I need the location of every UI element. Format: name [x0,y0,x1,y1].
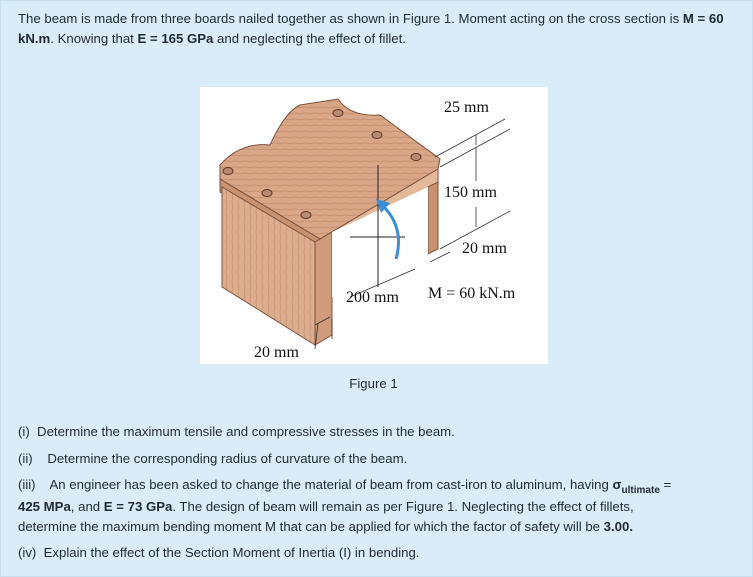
dim-bottom-thickness: 20 mm [254,344,299,361]
question-2-number: (ii) [18,451,33,466]
nail-1 [333,110,343,117]
dim-web-thickness: 20 mm [462,240,507,257]
nail-5 [262,190,272,197]
question-3-text-b: , and [70,499,104,514]
question-1 [18,422,738,442]
modulus-value: E = 165 GPa [137,31,214,46]
moment-label: M = 60 kN.m [428,285,516,302]
question-4-text: Explain the effect of the Section Moment of Inertia (I) in bending. [43,545,420,560]
question-4 [18,543,738,563]
nail-3 [411,154,421,161]
dim-flange-width: 200 mm [346,289,399,306]
intro-paragraph [18,9,738,49]
nail-2 [372,132,382,139]
question-2-text: Determine the corresponding radius of curvature of the beam. [47,451,408,466]
figure-caption: Figure 1 [349,376,398,391]
question-1-text: Determine the maximum tensile and compressive stresses in the beam. [37,424,455,439]
equals-sign: = [659,477,672,492]
dim-top-thickness: 25 mm [444,99,489,116]
question-3 [18,475,738,537]
intro-part2: . Knowing that [50,31,138,46]
question-3-text-a: An engineer has been asked to change the material of beam from cast-iron to aluminum, having [49,477,613,492]
sigma-symbol: σ [612,477,622,492]
question-3-text-c: . The design of beam will remain as per Figure 1. Neglecting the effect of fillets, [172,499,634,514]
question-3-number: (iii) [18,477,36,492]
question-4-number: (iv) [18,545,37,560]
question-1-number: (i) [18,424,30,439]
nail-6 [301,212,311,219]
intro-part3: and neglecting the effect of fillet. [213,31,406,46]
moment-value: M = 60 kN.m [18,11,724,46]
ultimate-stress-value: 425 MPa [18,499,71,514]
nail-4 [223,168,233,175]
sigma-subscript: ultimate [621,485,660,496]
beam-illustration [200,87,548,364]
aluminum-modulus-value: E = 73 GPa [103,499,173,514]
dim-web-height: 150 mm [444,184,497,201]
figure-1 [200,87,548,364]
question-3-text-d: determine the maximum bending moment M that can be applied for which the factor of safety will be [18,519,604,534]
safety-factor-value: 3.00. [603,519,634,534]
web-right-end [428,182,438,254]
intro-part1: The beam is made from three boards nailed together as shown in Figure 1. Moment acting on the cross section is [18,11,680,26]
question-2 [18,449,738,469]
